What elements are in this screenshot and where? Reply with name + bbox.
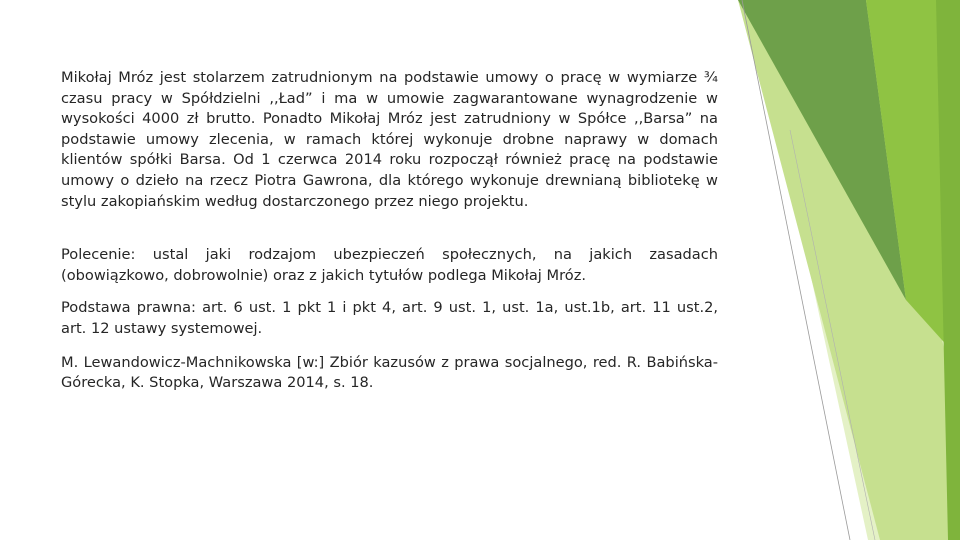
source-citation: M. Lewandowicz-Machnikowska [w:] Zbiór kazusów z prawa socjalnego, red. R. Babińska-Górecka, K. Stopka, Warszawa 2014, s. 18. xyxy=(61,353,718,392)
legal-basis-text: art. 6 ust. 1 pkt 1 i pkt 4, art. 9 ust. 1, ust. 1a, ust.1b, art. 11 ust.2, art. 12 ustawy systemowej. xyxy=(61,299,719,337)
task-paragraph xyxy=(61,245,718,286)
legal-basis-label: Podstawa prawna: xyxy=(61,299,196,317)
slide-content xyxy=(61,68,718,394)
legal-basis-paragraph xyxy=(61,298,718,339)
case-description: Mikołaj Mróz jest stolarzem zatrudnionym na podstawie umowy o pracę w wymiarze ¾ czasu pracy w Spółdzielni ,,Ład” i ma w umowie zagwarantowane wynagrodzenie w wysokości 4000 zł brutto. Ponadto Mikołaj Mróz jest zatrudniony w Spółce ,,Barsa” na podstawie umowy zlecenia, w ramach której wykonuje drobne naprawy w domach klientów spółki Barsa. Od 1 czerwca 2014 roku rozpoczął również pracę na podstawie umowy o dzieło na rzecz Piotra Gawrona, dla którego wykonuje drewnianą bibliotekę w stylu zakopiańskim według dostarczonego przez niego projektu. xyxy=(61,69,718,210)
task-text: ustal jaki rodzajom ubezpieczeń społecznych, na jakich zasadach (obowiązkowo, dobrowolnie) oraz z jakich tytułów podlega Mikołaj Mróz. xyxy=(61,246,718,284)
task-label: Polecenie: xyxy=(61,246,136,264)
